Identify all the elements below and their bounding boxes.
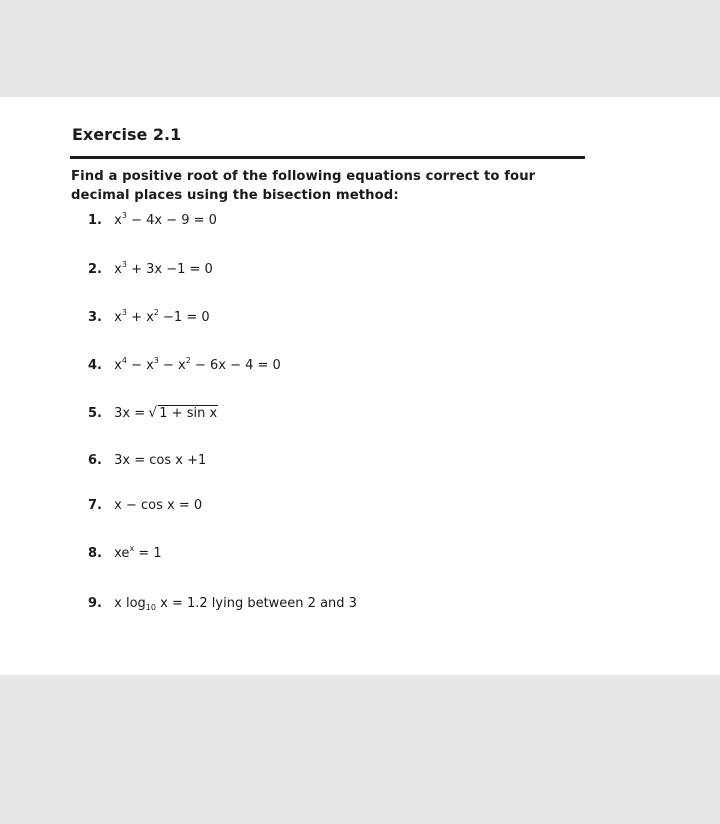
equation-item-2 (88, 262, 213, 277)
equation-item-4 (88, 358, 281, 373)
document-page (0, 97, 720, 675)
equation-item-9 (88, 596, 357, 611)
equation-item-1 (88, 213, 217, 228)
square-root-symbol: √ 1 + sin x (149, 406, 218, 421)
equation: 3x = cos x +1 (114, 453, 207, 468)
exercise-title: Exercise 2.1 (72, 125, 182, 144)
item-number: 5. (88, 406, 102, 421)
equation-item-5 (88, 406, 218, 421)
equation: $x^3 + 3x -1 = 0$ (114, 260, 213, 277)
item-number: 7. (88, 498, 102, 513)
item-number: 9. (88, 596, 102, 611)
instructions: Find a positive root of the following equations correct to four decimal places using the bisection method: (71, 169, 536, 203)
item-number: 6. (88, 453, 102, 468)
equation-item-6 (88, 453, 206, 468)
equation: x − cos x = 0 (114, 498, 203, 513)
item-number: 2. (88, 262, 102, 277)
equation-item-8 (88, 546, 162, 561)
equation: $x^3 + x^2 -1 = 0$ (114, 308, 210, 325)
title-divider (70, 156, 585, 159)
item-number: 8. (88, 546, 102, 561)
item-number: 3. (88, 310, 102, 325)
equation-item-3 (88, 310, 210, 325)
equation: $x^3 - 4x - 9 = 0$ (114, 211, 217, 228)
equation: 3x = √ 1 + sin x (114, 406, 218, 421)
equation-item-7 (88, 498, 202, 513)
equation: $x^4 - x^3 - x^2 - 6x - 4 = 0$ (114, 356, 281, 373)
item-number: 1. (88, 213, 102, 228)
equation: $xe^x = 1$ (114, 544, 162, 561)
item-number: 4. (88, 358, 102, 373)
equation: x $\log_{10} x = 1.2$ lying between 2 and 3 (114, 596, 357, 612)
